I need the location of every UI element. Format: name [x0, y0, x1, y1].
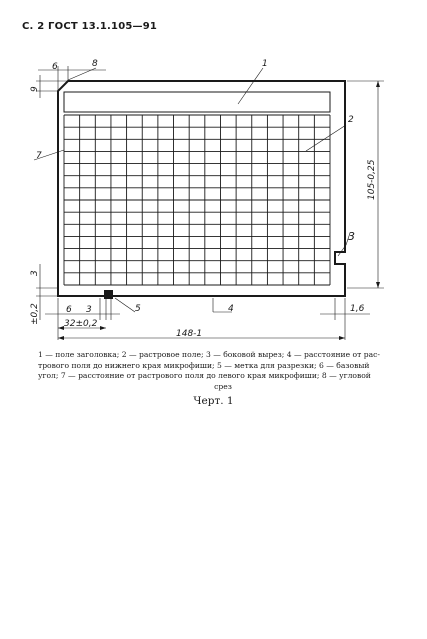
dim-3-bottom: 3	[86, 305, 92, 315]
page-header: С. 2 ГОСТ 13.1.105—91	[22, 21, 158, 32]
callout-2: 2	[348, 115, 354, 125]
cut-mark	[104, 290, 113, 299]
raster-grid	[64, 115, 330, 285]
dim-height	[347, 81, 384, 288]
legend-line-4: срез	[214, 381, 232, 391]
callout-5: 5	[135, 304, 141, 314]
callout-1: 1	[262, 59, 268, 69]
legend-line-3: угол; 7 — расстояние от растрового поля до левого края микрофиши; 8 — угловой	[38, 371, 371, 381]
dim-16-right: 1,6	[350, 304, 365, 314]
legend-line-2: трового поля до нижнего края микрофиши; 5 — метка для разрезки; 6 — базовый	[38, 360, 370, 370]
dim-3-left: 3	[30, 270, 40, 276]
dim-32-bottom: 32±0,2	[64, 319, 98, 329]
callout-4: 4	[228, 304, 234, 314]
callout-3: 3	[348, 230, 355, 243]
legend-line-1: 1 — поле заголовка; 2 — растровое поле; 3 — боковой вырез; 4 — расстояние от рас-	[38, 350, 380, 359]
dim-6-bottom: 6	[66, 305, 72, 315]
dim-height-label: 105-0,25	[367, 159, 377, 200]
dim-6-top: 6	[52, 62, 58, 72]
header-field	[64, 92, 330, 112]
callout-8: 8	[92, 59, 98, 69]
callout-7: 7	[36, 151, 42, 161]
dim-width: 148-1	[176, 329, 203, 339]
figure-title: Черт. 1	[193, 395, 234, 407]
dim-9-top: 9	[30, 86, 40, 92]
microfiche-outline	[58, 81, 345, 296]
figure-legend	[38, 350, 408, 392]
dim-tol-left: ±0,2	[30, 303, 40, 325]
